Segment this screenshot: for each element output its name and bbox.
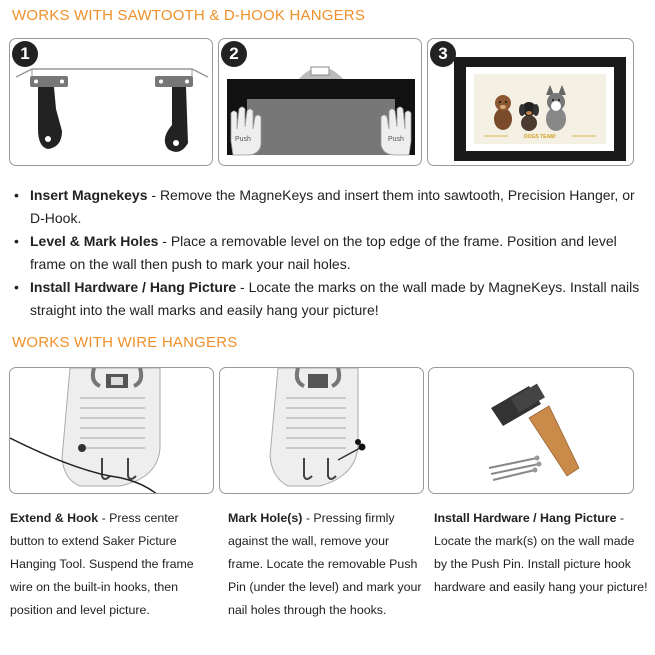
list-item <box>12 230 642 276</box>
bullet-title: Install Hardware / Hang Picture <box>30 279 237 295</box>
column-title: Install Hardware / Hang Picture <box>434 511 617 525</box>
push-label-right: Push <box>388 136 404 143</box>
wire-step-1-panel <box>9 367 214 494</box>
section-heading-wire: WORKS WITH WIRE HANGERS <box>12 334 238 351</box>
list-item <box>12 184 642 230</box>
step-number-1: 1 <box>12 41 38 67</box>
level-and-push-illustration <box>219 39 422 166</box>
bullet-title: Insert Magnekeys <box>30 187 148 203</box>
bullet-text: - Locate the marks on the wall made by MagneKeys. Install nails straight into the wall marks and easily hang your picture! <box>30 279 640 318</box>
step-number-2: 2 <box>221 41 247 67</box>
frame-caption: DOGS TEAM! <box>524 134 556 140</box>
column-title: Mark Hole(s) <box>228 511 303 525</box>
column-text: - Press center button to extend Saker Picture Hanging Tool. Suspend the frame wire on the built-in hooks, then position and level picture. <box>10 511 194 617</box>
extend-hook-illustration <box>10 368 214 494</box>
mark-holes-illustration <box>220 368 424 494</box>
wire-step-3-text <box>434 507 648 599</box>
wire-step-3-panel <box>428 367 634 494</box>
column-text: - Pressing firmly against the wall, remove your frame. Locate the removable Push Pin (under the level) and mark your nail holes through the hooks. <box>228 511 422 617</box>
sawtooth-steps-list <box>12 184 642 322</box>
wire-step-2-panel <box>219 367 424 494</box>
framed-picture-illustration <box>428 39 634 166</box>
section-heading-sawtooth: WORKS WITH SAWTOOTH & D-HOOK HANGERS <box>12 7 366 24</box>
step-1-panel <box>9 38 213 166</box>
bullet-text: - Remove the MagneKeys and insert them into sawtooth, Precision Hanger, or D-Hook. <box>30 187 635 226</box>
list-item <box>12 276 642 322</box>
column-text: - Locate the mark(s) on the wall made by the Push Pin. Install picture hook hardware and easily hang your picture! <box>434 511 648 594</box>
step-3-panel <box>427 38 634 166</box>
column-title: Extend & Hook <box>10 511 99 525</box>
bullet-title: Level & Mark Holes <box>30 233 159 249</box>
magnekey-sawtooth-illustration <box>10 39 213 166</box>
hammer-and-nails-illustration <box>429 368 634 494</box>
step-number-3: 3 <box>430 41 456 67</box>
step-2-panel <box>218 38 422 166</box>
wire-step-2-text <box>228 507 424 622</box>
wire-step-1-text <box>10 507 214 622</box>
bullet-text: - Place a removable level on the top edge of the frame. Position and level frame on the wall then push to mark your nail holes. <box>30 233 617 272</box>
push-label-left: Push <box>235 136 251 143</box>
